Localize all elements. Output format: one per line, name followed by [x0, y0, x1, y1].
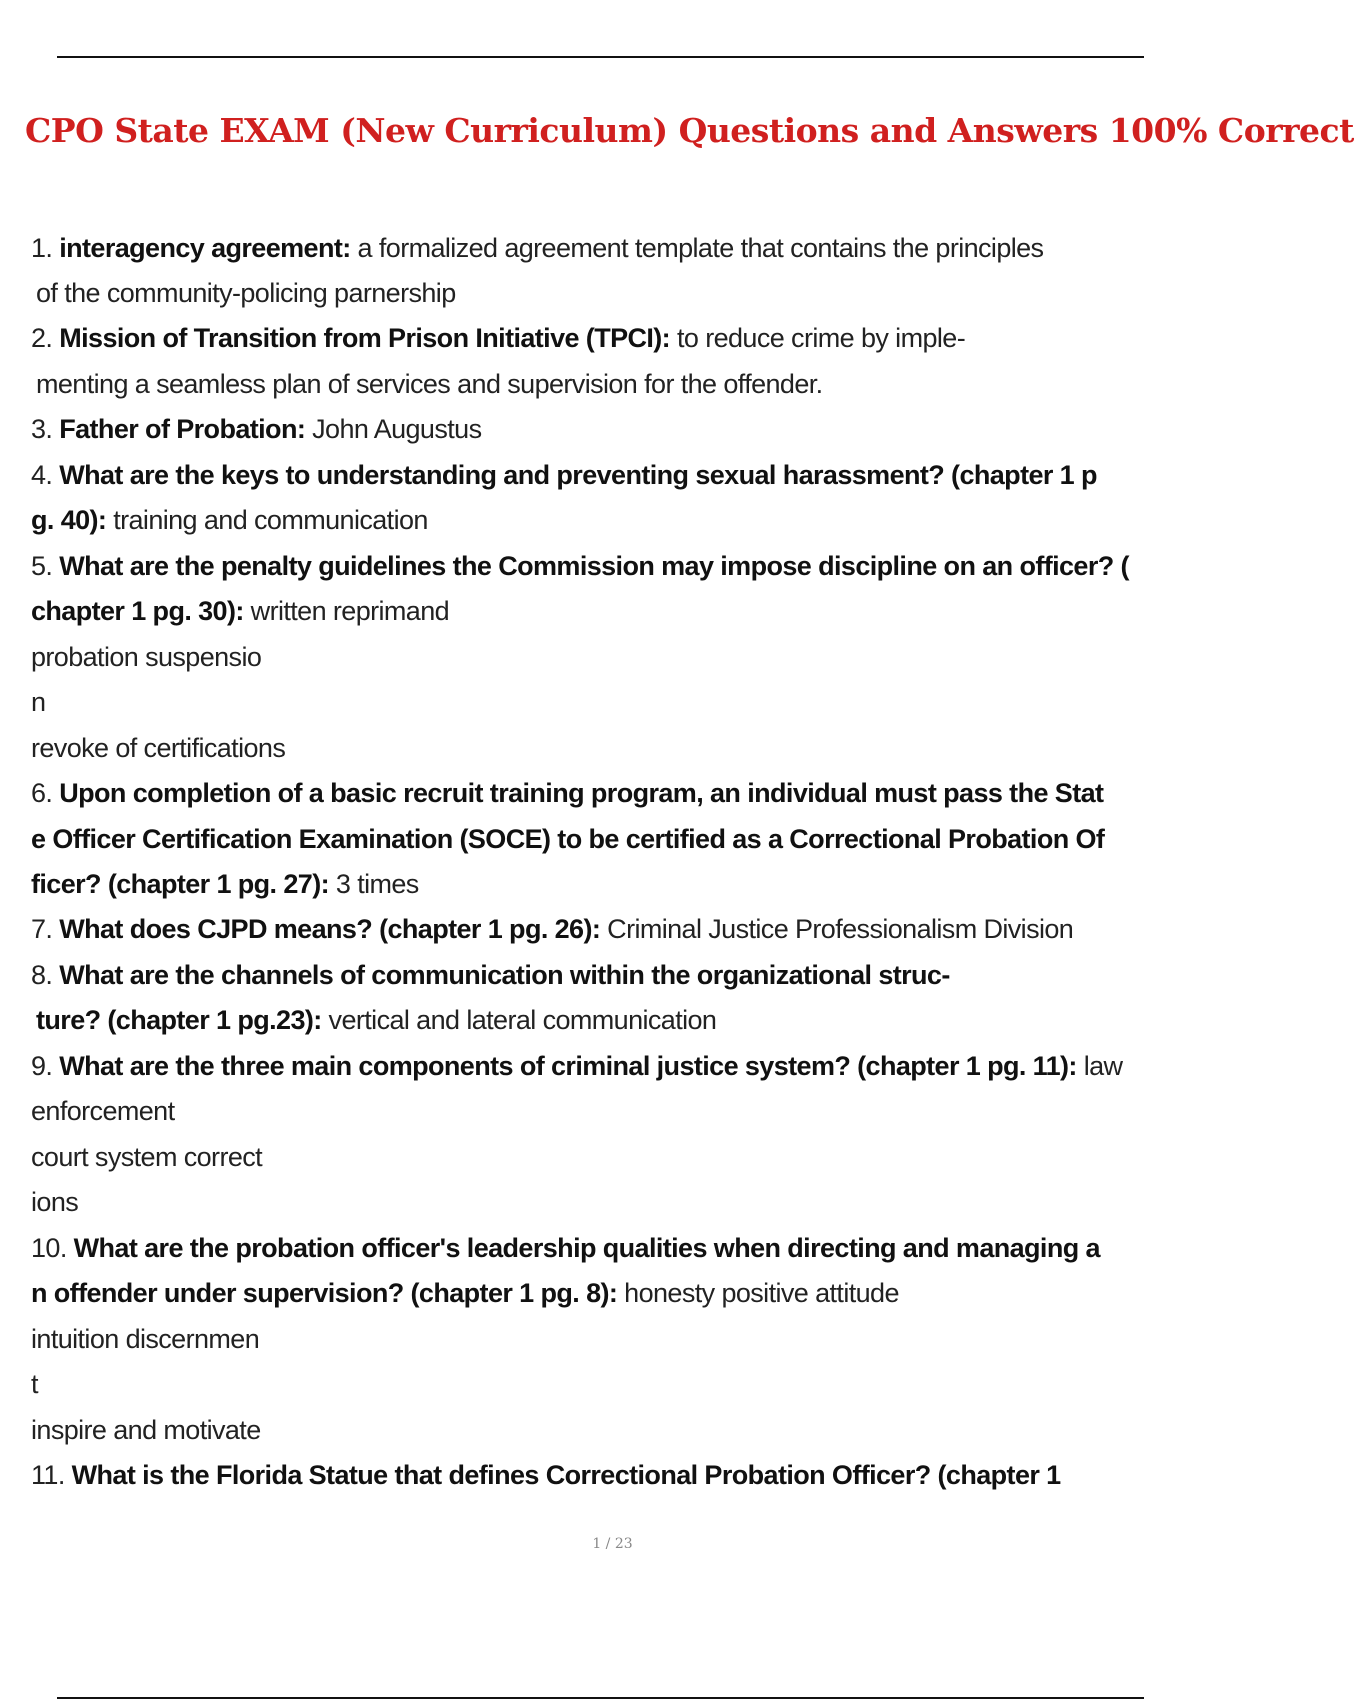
qa-item-11-line-1: 11. What is the Florida Statue that defines Correctional Probation Officer? (chapter 1 — [31, 1460, 1061, 1490]
qa-item-10-extra-3: inspire and motivate — [31, 1415, 261, 1445]
qa-item-9-extra-2: court system correct — [31, 1142, 263, 1172]
qa-item-9-extra-3: ions — [31, 1187, 79, 1217]
qa-item-6-line-1: 6. Upon completion of a basic recruit training program, an individual must pass the Stat — [31, 778, 1104, 808]
qa-item-2-line-2: menting a seamless plan of services and supervision for the offender. — [36, 369, 823, 399]
qa-item-4-line-2: g. 40): training and communication — [31, 505, 428, 535]
qa-item-9-extra-1: enforcement — [31, 1096, 175, 1126]
page-indicator: 1 / 23 — [592, 1536, 633, 1552]
qa-item-10-extra-1: intuition discernmen — [31, 1324, 260, 1354]
qa-item-10-line-2: n offender under supervision? (chapter 1 pg. 8): honesty positive attitude — [31, 1278, 899, 1308]
qa-item-6-line-3: ficer? (chapter 1 pg. 27): 3 times — [31, 869, 419, 899]
qa-item-10-line-1: 10. What are the probation officer's leadership qualities when directing and managing a — [31, 1233, 1100, 1263]
qa-item-8-line-1: 8. What are the channels of communication within the organizational struc- — [31, 960, 950, 990]
qa-item-6-line-2: e Officer Certification Examination (SOCE) to be certified as a Correctional Probation Of — [31, 824, 1105, 854]
bottom-rule — [57, 1697, 1144, 1699]
qa-item-4-line-1: 4. What are the keys to understanding and preventing sexual harassment? (chapter 1 p — [31, 460, 1097, 490]
qa-item-8-line-2: ture? (chapter 1 pg.23): vertical and lateral communication — [36, 1005, 717, 1035]
qa-item-7-line-1: 7. What does CJPD means? (chapter 1 pg. 26): Criminal Justice Professionalism Division — [31, 914, 1074, 944]
qa-item-2-line-1: 2. Mission of Transition from Prison Initiative (TPCI): to reduce crime by imple- — [31, 323, 966, 353]
qa-item-1-line-1: 1. interagency agreement: a formalized agreement template that contains the principles — [31, 233, 1044, 263]
qa-item-5-line-1: 5. What are the penalty guidelines the Commission may impose discipline on an officer? ( — [31, 551, 1129, 581]
qa-item-5-extra-1: probation suspensio — [31, 642, 262, 672]
qa-item-5-line-2: chapter 1 pg. 30): written reprimand — [31, 596, 450, 626]
qa-item-5-extra-3: revoke of certifications — [31, 733, 286, 763]
qa-item-5-extra-2: n — [31, 687, 46, 717]
document-title: CPO State EXAM (New Curriculum) Questions and Answers 100% Correct — [25, 111, 1354, 150]
qa-item-3-line-1: 3. Father of Probation: John Augustus — [31, 414, 482, 444]
qa-item-9-line-1: 9. What are the three main components of criminal justice system? (chapter 1 pg. 11): law — [31, 1051, 1123, 1081]
qa-item-1-line-2: of the community-policing parnership — [36, 278, 456, 308]
qa-item-10-extra-2: t — [31, 1369, 38, 1399]
